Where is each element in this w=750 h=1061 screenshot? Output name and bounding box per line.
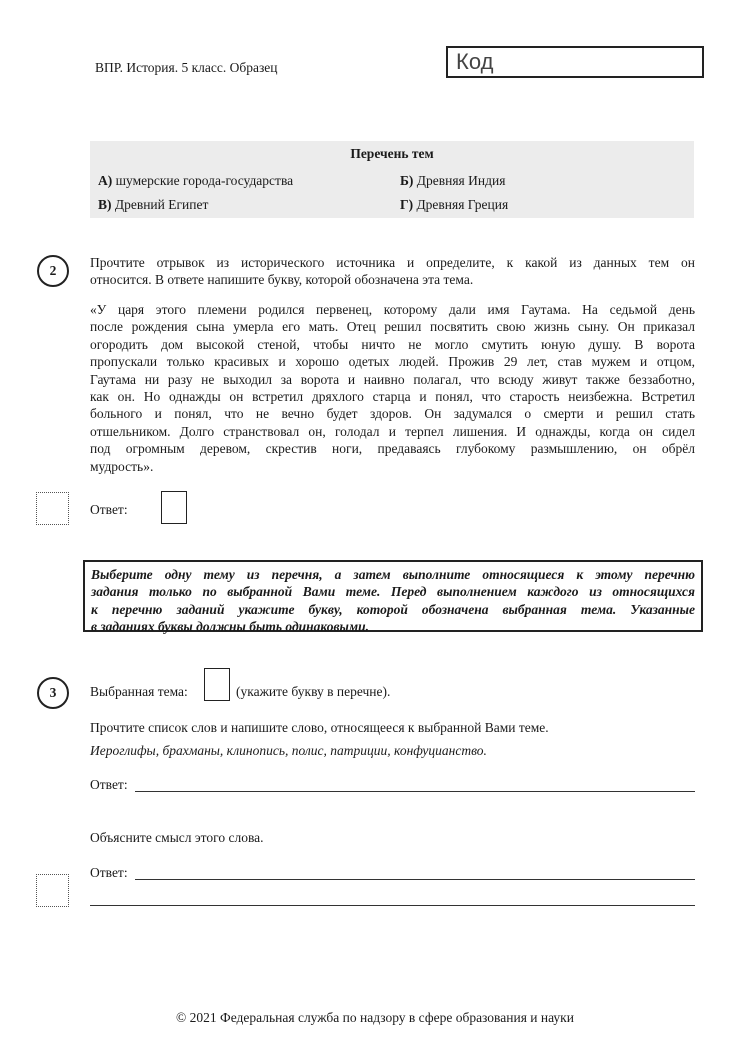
task-2-score-box — [36, 492, 69, 525]
code-field[interactable]: Код — [446, 46, 704, 78]
task-3-chosen-label: Выбранная тема: — [90, 684, 188, 699]
task-3-explain-line-2[interactable] — [90, 905, 695, 906]
topic-g-label: Древняя Греция — [416, 197, 509, 212]
topics-title: Перечень тем — [350, 146, 434, 161]
topic-a-label: шумерские города-государства — [115, 173, 294, 188]
task-3-instruction: Прочтите список слов и напишите слово, относящееся к выбранной Вами теме. — [90, 720, 549, 735]
notice-line: задания только по выбранной Вами теме. Перед выполнением каждого из относящихся — [91, 584, 695, 600]
source-line: Гаутама ни разу не выходил за ворота и наивно полагал, что всюду живут также беззаботно, — [90, 371, 695, 387]
topics-panel — [90, 141, 694, 218]
task-2-number: 2 — [37, 255, 69, 287]
topic-v-letter: В) — [98, 197, 112, 212]
topic-a-letter: А) — [98, 173, 113, 188]
task-3-answer-label-2: Ответ: — [90, 865, 128, 880]
topic-b — [400, 173, 505, 189]
source-line: пропускали только красивых и хорошо одетых людей. Прожив 29 лет, став мужем и отцом, — [90, 354, 695, 370]
task-3-word-list: Иероглифы, брахманы, клинопись, полис, патриции, конфуцианство. — [90, 743, 487, 758]
topic-v-label: Древний Египет — [114, 197, 209, 212]
instruction-line: относится. В ответе напишите букву, которой обозначена эта тема. — [90, 272, 474, 288]
source-line: под огромным деревом, скрестив ноги, предаваясь глубокому размышлению, он обрёл — [90, 441, 695, 457]
chosen-topic-box[interactable] — [204, 668, 230, 701]
source-line: как он. Но однажды он встретил дряхлого старца и понял, что старость неизбежна. Встретил — [90, 389, 695, 405]
task-3-number: 3 — [37, 677, 69, 709]
topic-b-label: Древняя Индия — [416, 173, 506, 188]
topic-a — [98, 173, 293, 189]
task-2-source-text — [90, 301, 695, 475]
task-3-answer-line[interactable] — [135, 791, 695, 792]
source-line: больного и понял, что не вечно будет здоров. Он задумался о смерти и решил стать — [90, 406, 695, 422]
topic-g-letter: Г) — [400, 197, 414, 212]
topic-b-letter: Б) — [400, 173, 414, 188]
instruction-line: Прочтите отрывок из исторического источника и определите, к какой из данных тем он — [90, 255, 695, 270]
source-line: после рождения сына умерла его мать. Отец решил посвятить свою жизнь сыну. Он приказал — [90, 319, 695, 335]
page-header-title: ВПР. История. 5 класс. Образец — [95, 60, 278, 75]
task-3-explain-prompt: Объясните смысл этого слова. — [90, 830, 264, 845]
task-2-answer-label: Ответ: — [90, 502, 128, 517]
notice-line: в заданиях буквы должны быть одинаковыми. — [91, 619, 370, 635]
source-line: огородить дом высокой стеной, чтобы ничто не могло смутить юную душу. В ворота — [90, 336, 695, 352]
notice-line: к перечню заданий укажите букву, которой обозначена выбранная тема. Указанные — [91, 601, 695, 617]
task-3-answer-label: Ответ: — [90, 777, 128, 792]
source-line: мудрость». — [90, 458, 154, 474]
selection-notice — [83, 560, 703, 635]
notice-line: Выберите одну тему из перечня, а затем выполните относящиеся к этому перечню — [91, 567, 695, 582]
topic-v — [98, 197, 208, 213]
task-3-chosen-hint: (укажите букву в перечне). — [236, 684, 391, 699]
task-2-answer-box[interactable] — [161, 491, 187, 524]
topic-g — [400, 197, 508, 213]
task-2-instruction — [90, 254, 695, 289]
task-3-score-box — [36, 874, 69, 907]
task-3-explain-line-1[interactable] — [135, 879, 695, 880]
source-line: «У царя этого племени родился первенец, которому дали имя Гаутама. На седьмой день — [90, 302, 695, 317]
source-line: отшельником. Долго странствовал он, голодал и терпел лишения. И однажды, когда он сидел — [90, 423, 695, 439]
page-footer: © 2021 Федеральная служба по надзору в сфере образования и науки — [176, 1010, 574, 1025]
